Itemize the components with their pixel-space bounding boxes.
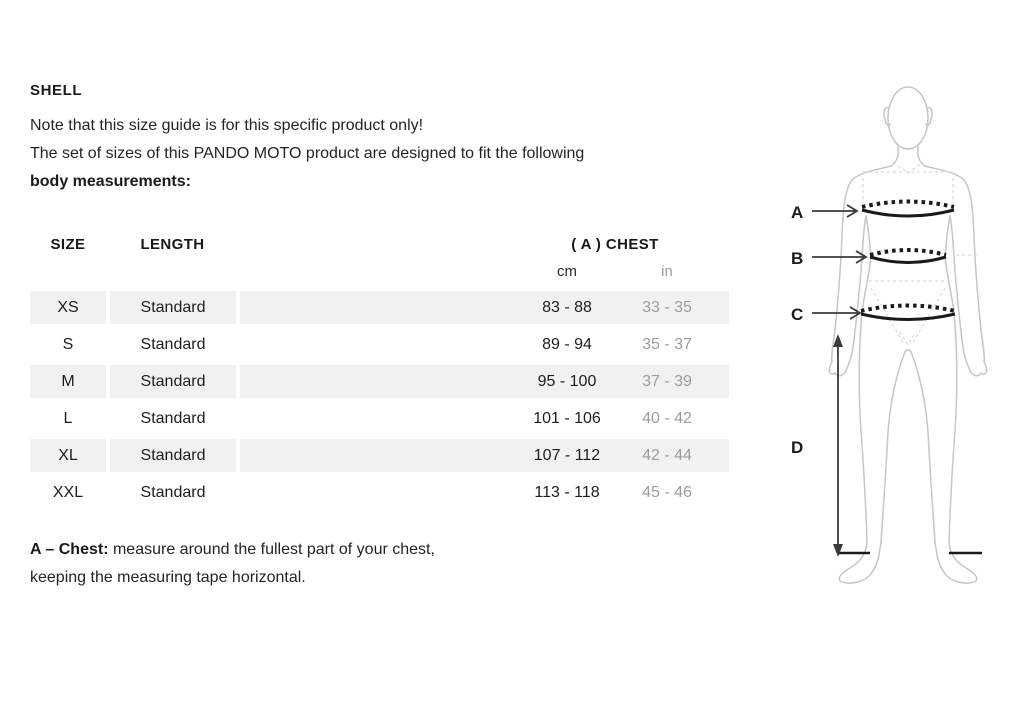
intro-text [30,112,584,196]
right-leg-inner [911,352,935,543]
chest-in-value: 37 - 39 [642,373,692,390]
table-body [30,291,729,509]
values-cell [240,402,729,435]
values-cell [240,365,729,398]
col-header-size: SIZE [50,236,86,253]
label-c: C [791,305,804,324]
pointer-arrows [812,205,866,557]
left-foot [839,543,881,583]
values-cell [240,291,729,324]
chest-ellipse-solid [862,210,954,216]
chest-cm-value: 83 - 88 [542,299,592,316]
size-cell: L [63,410,73,427]
hip-ellipse-dotted [861,306,955,312]
length-cell: Standard [140,484,206,501]
chest-in-value: 33 - 35 [642,299,692,316]
chest-cm-value: 95 - 100 [537,373,597,390]
note-line-2: keeping the measuring tape horizontal. [30,569,306,586]
chest-in-value: 35 - 37 [642,336,692,353]
chest-ellipse-dotted [862,202,954,208]
size-table [30,236,729,513]
unit-label-in: in [661,263,673,280]
label-a: A [791,203,804,222]
length-cell: Standard [110,439,236,472]
right-foot [935,543,977,583]
intro-line-1: Note that this size guide is for this specific product only! [30,117,424,134]
size-cell: M [30,365,106,398]
right-leg-outer [949,312,957,543]
table-row [30,328,729,361]
length-cell: Standard [110,365,236,398]
note-definition: measure around the fullest part of your chest, [108,541,435,558]
body-silhouette [829,87,986,583]
measurement-note [30,536,590,592]
arrow-d-bottom-head [833,544,843,557]
table-row [30,291,729,324]
intro-line-2: The set of sizes of this PANDO MOTO product are designed to fit the following [30,145,585,162]
chest-cm-value: 107 - 112 [533,447,601,464]
chest-in-value: 42 - 44 [642,447,692,464]
left-leg-inner [881,352,905,543]
body-measurement-figure [778,78,1018,598]
table-row [30,365,729,398]
label-d: D [791,438,804,457]
section-heading: SHELL [30,82,83,99]
table-header [30,236,729,256]
col-header-length: LENGTH [140,236,205,253]
chest-cm-value: 101 - 106 [533,410,601,427]
waist-ellipse-dotted [870,250,946,255]
neckline-guide [893,162,923,173]
size-cell: XS [30,291,106,324]
values-cell [240,476,729,509]
waist-ellipse-solid [870,257,946,263]
neck-right [918,147,925,166]
size-cell: XXL [52,484,84,501]
note-line-1 [30,536,590,564]
length-cell: Standard [140,410,206,427]
table-row [30,439,729,472]
crotch-v-guide [900,332,916,345]
label-b: B [791,249,804,268]
size-cell: XL [30,439,106,472]
chest-in-value: 40 - 42 [642,410,692,427]
values-cell [240,328,729,361]
values-cell [240,439,729,472]
table-row [30,476,729,509]
chest-cm-value: 113 - 118 [534,484,600,501]
unit-label-cm: cm [557,263,577,280]
chest-cm-value: 89 - 94 [542,336,592,353]
table-row [30,402,729,435]
hip-ellipse-solid [861,314,955,320]
body-figure-svg [778,78,1018,598]
intro-line-3: body measurements: [30,173,191,190]
chest-in-value: 45 - 46 [642,484,692,501]
length-cell: Standard [140,336,206,353]
head-outline [888,87,928,149]
table-unit-row [30,263,729,283]
note-term: A – Chest: [30,541,109,558]
length-cell: Standard [110,291,236,324]
crotch-line [905,350,911,352]
col-header-chest: ( A ) CHEST [571,236,659,253]
size-cell: S [62,336,74,353]
left-leg-outer [859,312,867,543]
